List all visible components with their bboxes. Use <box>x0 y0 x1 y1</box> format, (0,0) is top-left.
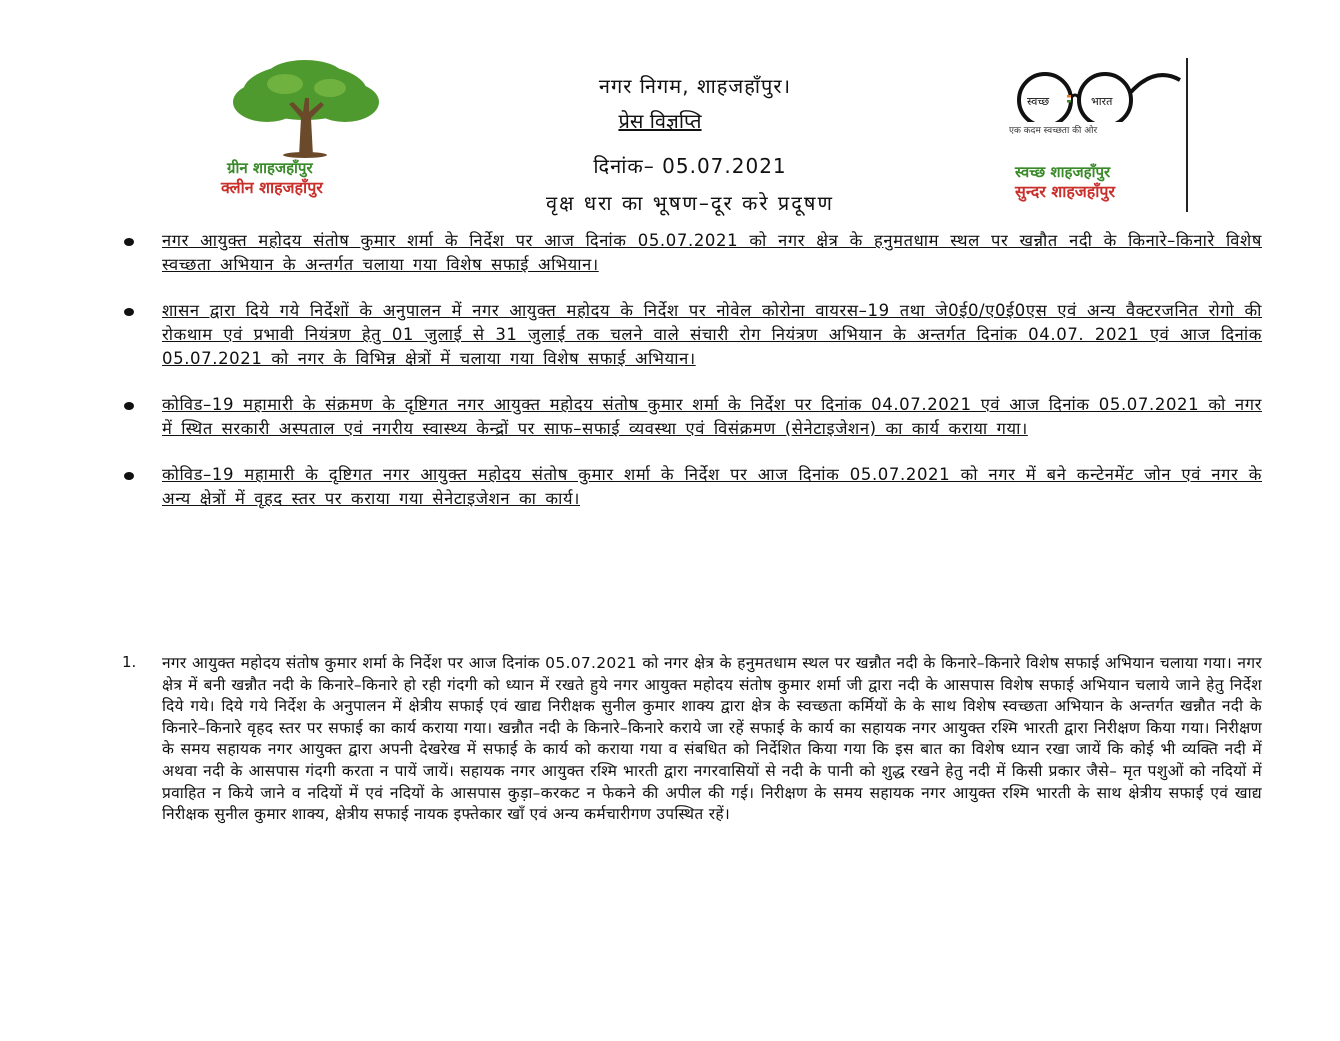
date-line: दिनांक– 05.07.2021 <box>593 154 787 178</box>
bullet-text: कोविड–19 महामारी के संक्रमण के दृष्टिगत नगर आयुक्त महोदय संतोष कुमार शर्मा के निर्देश पर दिनांक 04.07.2021 एवं आज दिनांक 05.07.2021 को नगर में स्थित सरकारी अस्पताल एवं नगरीय स्वास्थ्य केन्द्रों पर साफ–सफाई व्यवस्था एवं विसंक्रमण (सेनेटाइजेशन) का कार्य कराया गया। <box>162 395 1262 438</box>
document-header <box>460 72 920 216</box>
slogan: वृक्ष धरा का भूषण–दूर करे प्रदूषण <box>546 191 834 215</box>
swachh-bharat-logo <box>1005 62 1185 212</box>
swachh-word: स्वच्छ <box>1027 95 1050 108</box>
logo-tagline: एक कदम स्वच्छता की ओर <box>1009 126 1098 136</box>
bullet-icon <box>124 402 134 410</box>
logo-caption-clean: क्लीन शाहजहाँपुर <box>221 178 323 197</box>
bullet-icon <box>124 238 134 246</box>
bullet-text: नगर आयुक्त महोदय संतोष कुमार शर्मा के निर्देश पर आज दिनांक 05.07.2021 को नगर क्षेत्र के हनुमतधाम स्थल पर खन्नौत नदी के किनारे–किनारे विशेष स्वच्छता अभियान के अन्तर्गत चलाया गया विशेष सफाई अभियान। <box>162 231 1262 274</box>
logo-caption-sundar: सुन्दर शाहजहाँपुर <box>1015 182 1116 201</box>
list-item <box>118 229 1262 277</box>
paragraph-text: नगर आयुक्त महोदय संतोष कुमार शर्मा के निर्देश पर आज दिनांक 05.07.2021 को नगर क्षेत्र के हनुमतधाम स्थल पर खन्नौत नदी के किनारे–किनारे विशेष सफाई अभियान चलाया गया। नगर क्षेत्र में बनी खन्नौत नदी के किनारे–किनारे हो रही गंदगी को ध्यान में रखते हुये नगर आयुक्त महोदय संतोष कुमार शर्मा जी द्वारा नदी के आसपास विशेष सफाई अभियान चलाये जाने हेतु निर्देश दिये गये। दिये गये निर्देश के अनुपालन में क्षेत्रीय सफाई एवं खाद्य निरीक्षक सुनील कुमार शाक्य द्वारा क्षेत्र के स्वच्छता कर्मियों के के साथ विशेष स्वच्छता अभियान के अन्तर्गत खन्नौत नदी के किनारे–किनारे वृहद स्तर पर सफाई का कार्य कराया गया। खन्नौत नदी के किनारे–किनारे कराये जा रहें सफाई के कार्य का सहायक नगर आयुक्त रश्मि भारती द्वारा निरीक्षण किया गया। निरीक्षण के समय सहायक नगर आयुक्त द्वारा अपनी देखरेख में सफाई के कार्य को कराया गया व संबधित को निर्देशित किया गया कि इस बात का विशेष ध्यान रखा जायें कि कोई भी व्यक्ति नदी में अथवा नदी के आसपास गंदगी करता न पायें जायें। सहायक नगर आयुक्त रश्मि भारती द्वारा नगरवासियों से नदी के पानी को शुद्ध रखने हेतु नदी में किसी प्रकार जैसे– मृत पशुओं को नदियों में प्रवाहित न किये जाने व नदियों में एवं नदियों के आसपास कुड़ा–करकट न फेकने की अपील की गई। निरीक्षण के समय सहायक नगर आयुक्त रश्मि भारती के साथ क्षेत्रीय सफाई एवं खाद्य निरीक्षक सुनील कुमार शाक्य, क्षेत्रीय सफाई नायक इफ्तेकार खाँ एवं अन्य कर्मचारीगण उपस्थित रहें। <box>162 654 1263 824</box>
header-divider <box>1186 58 1188 212</box>
list-item <box>118 299 1262 371</box>
logo-caption-green: ग्रीन शाहजहाँपुर <box>227 159 313 177</box>
green-shahjahanpur-logo <box>205 58 405 198</box>
paragraph-number: 1. <box>122 653 137 671</box>
logo-caption-swachh: स्वच्छ शाहजहाँपुर <box>1015 163 1111 181</box>
tree-icon <box>205 58 405 158</box>
bullet-text: शासन द्वारा दिये गये निर्देशों के अनुपालन में नगर आयुक्त महोदय के निर्देश पर नोवेल कोरोना वायरस–19 तथा जे0ई0/ए0ई0एस एवं अन्य वैक्टरजनित रोगो की रोकथाम एवं प्रभावी नियंत्रण हेतु 01 जुलाई से 31 जुलाई तक चलने वाले संचारी रोग नियंत्रण अभियान के अन्तर्गत दिनांक 04.07. 2021 एवं आज दिनांक 05.07.2021 को नगर के विभिन्न क्षेत्रों में चलाया गया विशेष सफाई अभियान। <box>162 301 1262 368</box>
spectacles-icon <box>1005 62 1185 122</box>
detail-paragraph <box>122 653 1262 826</box>
document-type: प्रेस विज्ञप्ति <box>618 109 702 133</box>
bullet-icon <box>124 472 134 480</box>
bullet-text: कोविड–19 महामारी के दृष्टिगत नगर आयुक्त महोदय संतोष कुमार शर्मा के निर्देश पर आज दिनांक 05.07.2021 को नगर में बने कन्टेनमेंट जोन एवं नगर के अन्य क्षेत्रों में वृहद स्तर पर कराया गया सेनेटाइजेशन का कार्य। <box>162 465 1262 508</box>
organization-title: नगर निगम, शाहजहाँपुर। <box>598 74 792 98</box>
list-item <box>118 463 1262 511</box>
list-item <box>118 393 1262 441</box>
highlight-bullets <box>118 229 1262 533</box>
bharat-word: भारत <box>1091 95 1113 108</box>
bullet-icon <box>124 308 134 316</box>
